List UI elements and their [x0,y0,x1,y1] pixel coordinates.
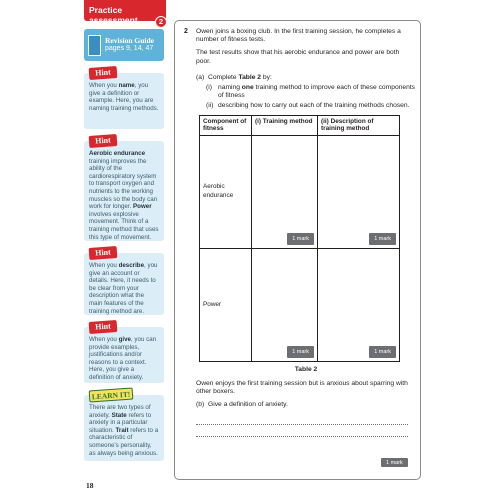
hint-tag: Hint [89,320,118,334]
question-context: Owen enjoys the first training session but is anxious about sparring with other boxers. [196,379,408,396]
hint-tag: Hint [89,246,118,260]
hint-text: involves explosive movement. Think of a training method that uses this type of movement. [89,210,159,241]
hint-keyword: Aerobic endurance [89,150,146,157]
sidebar [84,29,164,468]
revision-guide-title: Revision Guide [105,35,154,45]
hint-keyword: Power [133,203,152,211]
page-number: 18 [86,481,94,490]
table-header: (ii) Description of training method [318,115,400,135]
hint-text: , you give an account or details. Here, it needs to be clear from your description what the main features of the training method are. [89,262,158,315]
learn-it-keyword: Trait [115,426,129,434]
mark-badge: 1 mark [381,458,408,467]
mark-badge: 1 mark [369,233,396,244]
learn-it-text: There are two types of anxiety. [89,404,151,419]
part-b [196,401,416,409]
table-row [200,135,400,248]
hint-text: When you [89,82,119,89]
part-b-label: (b) [196,401,205,409]
answer-line[interactable] [196,413,408,425]
mark-badge: 1 mark [369,346,396,357]
question-number: 2 [184,28,188,35]
part-a [196,74,416,82]
row-label: Aerobic endurance [200,135,252,248]
hint-text: When you [89,262,119,269]
hint-keyword: give [118,336,131,343]
learn-it-tag: LEARN IT! [89,387,134,402]
part-a-item-ii [196,102,416,110]
question-content [196,28,416,437]
answer-line[interactable] [196,425,408,437]
learn-it-card [84,389,164,461]
hint-keyword: name [118,82,135,89]
hint-card-aerobic [84,135,164,241]
hint-keyword: describe [118,262,145,269]
part-a-item-i [196,84,416,100]
part-a-label: (a) [196,73,205,81]
part-a-text: by: [261,73,272,81]
revision-guide-pages: pages 9, 14, 47 [105,45,154,52]
item-text: describing how to carry out each of the training methods chosen. [218,102,410,110]
item-keyword: one [241,84,254,92]
part-a-table-ref: Table 2 [238,73,262,81]
hint-tag: Hint [89,66,118,80]
part-a-text: Complete [208,73,239,81]
learn-it-keyword: State [111,411,127,419]
table-header: (i) Training method [252,115,318,135]
hint-text: When you [89,336,119,343]
mark-badge: 1 mark [287,233,314,244]
item-index: (i) [206,84,212,92]
answer-cell[interactable] [252,248,318,361]
hint-tag: Hint [89,134,118,148]
part-b-text: Give a definition of anxiety. [208,401,288,409]
hint-text: training improves the ability of the cardiorespiratory system to transport oxygen and nutrients to the working muscles so the body can work for longer. [89,157,158,211]
table-caption: Table 2 [294,365,318,373]
practice-assessment-number: 2 [155,16,167,28]
revision-guide-card [84,29,164,61]
practice-assessment-label: Practice assessment [89,5,138,25]
learn-it-text: refers to a characteristic of someone's personality, as always being anxious. [89,426,159,457]
hint-card-describe [84,247,164,315]
hint-card-give [84,321,164,383]
mark-badge: 1 mark [287,346,314,357]
table-row [200,248,400,361]
row-label: Power [200,248,252,361]
question-intro: Owen joins a boxing club. In the first training session, he completes a number of fitness tests. [196,28,401,44]
hint-text: , you can provide examples, justifications and/or reasons to a context. Here, you give a definition of anxiety. [89,336,157,381]
hint-card-name [84,67,164,129]
learn-it-text: refers to anxiety in a particular situation. [89,411,152,434]
table-header: Component of fitness [200,115,252,135]
fitness-table [199,115,400,362]
item-text: training method to improve each of these components of fitness [218,84,416,100]
answer-cell[interactable] [318,248,400,361]
answer-cell[interactable] [318,135,400,248]
answer-cell[interactable] [252,135,318,248]
item-index: (ii) [206,102,214,110]
item-text: naming [218,84,242,92]
hint-text: , you give a definition or example. Here, you are naming training methods. [89,82,159,112]
question-results: The test results show that his aerobic endurance and power are both poor. [196,49,400,65]
practice-assessment-tab [84,0,166,25]
revision-guide-book-icon [88,35,101,56]
